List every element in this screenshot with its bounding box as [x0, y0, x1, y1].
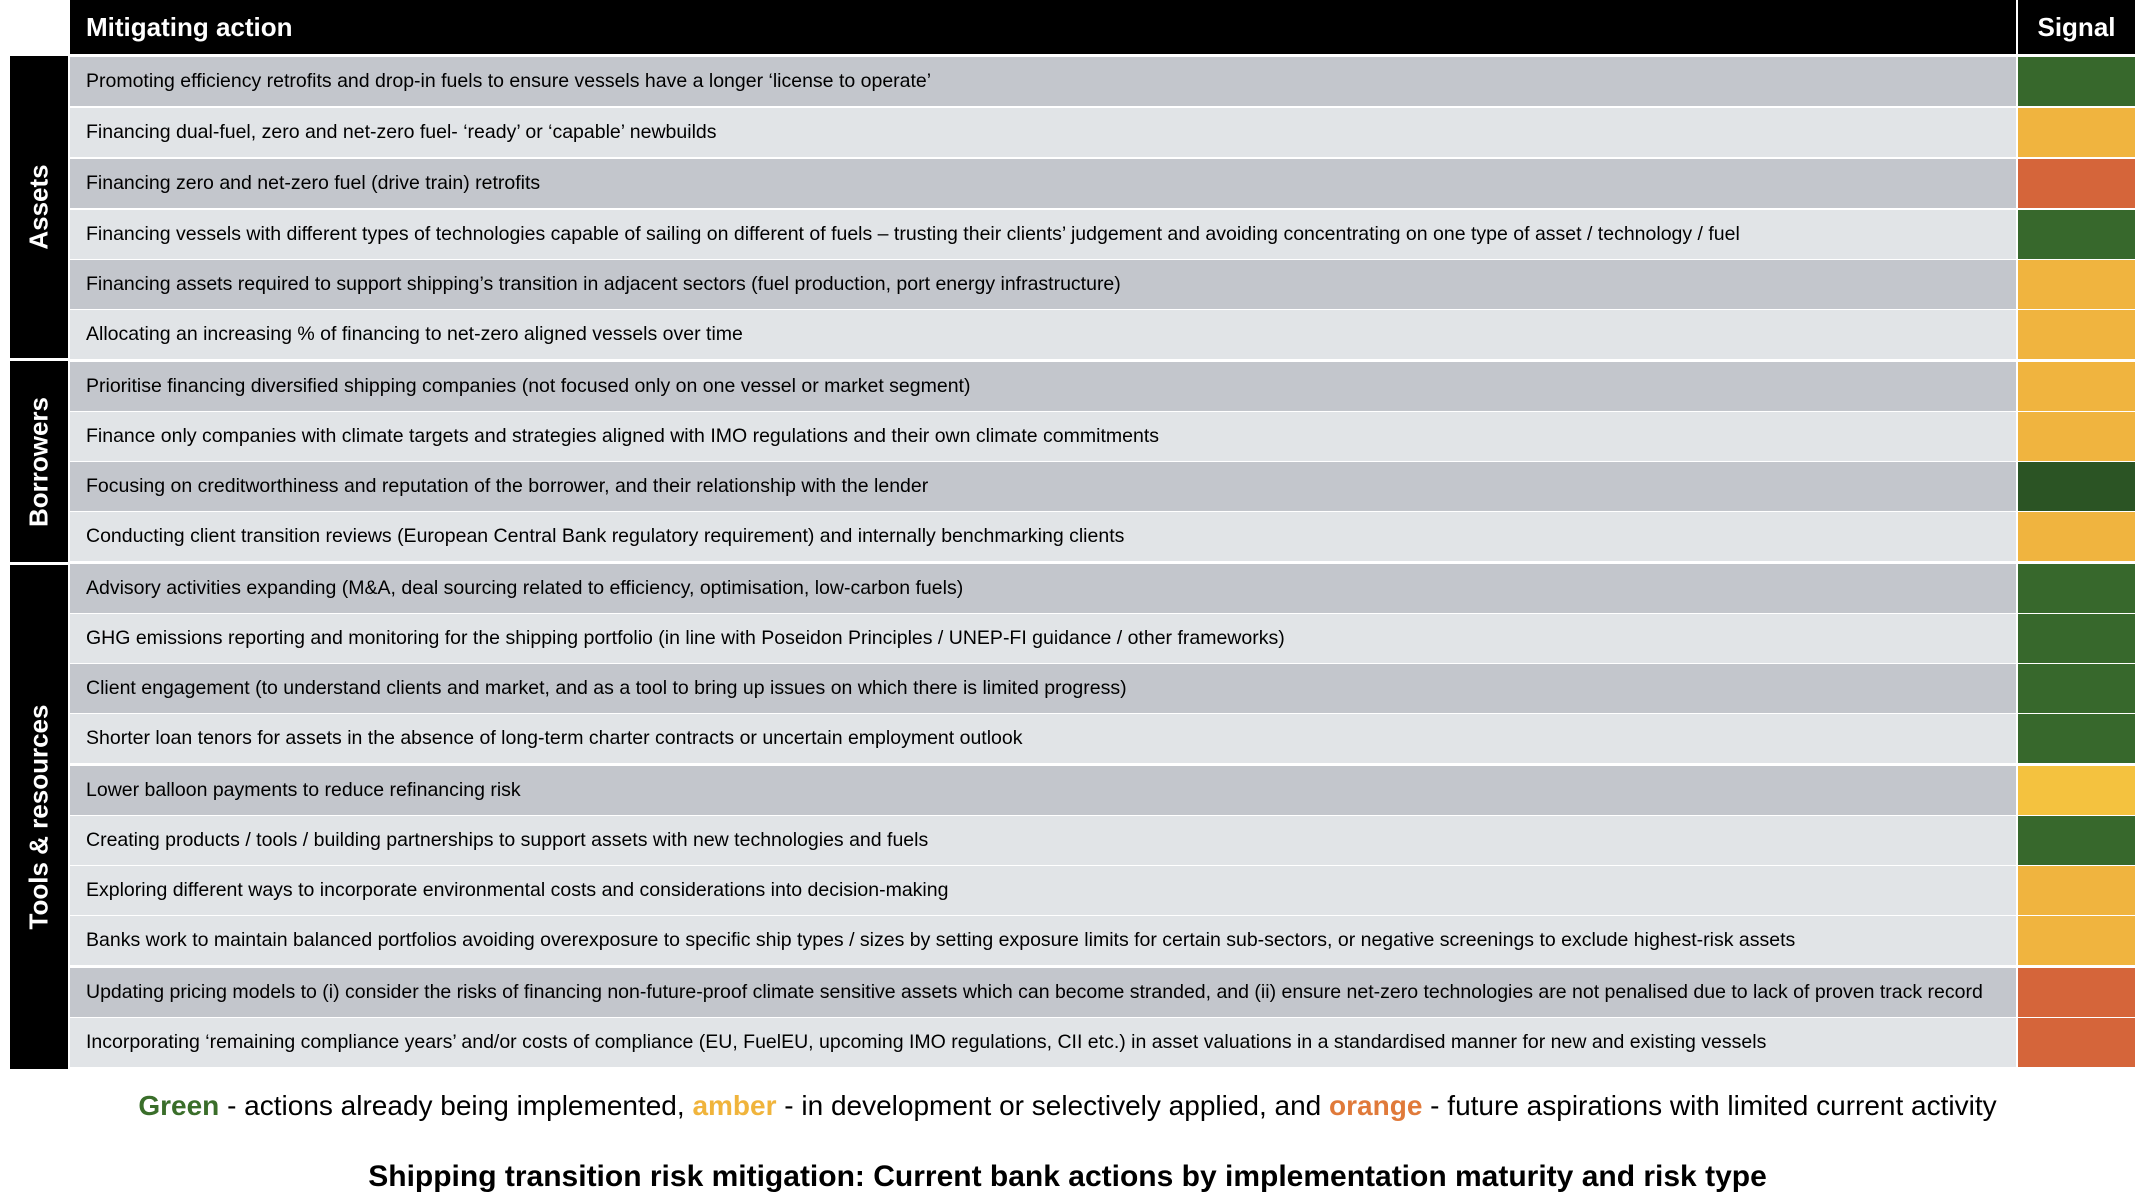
table-row: Prioritise financing diversified shipping companies (not focused only on one vessel or market segment): [70, 362, 2016, 411]
table-row: Allocating an increasing % of financing to net-zero aligned vessels over time: [70, 310, 2016, 359]
table-row: Conducting client transition reviews (European Central Bank regulatory requirement) and internally benchmarking clients: [70, 512, 2016, 561]
legend-green: Green: [138, 1090, 220, 1121]
table-row: Incorporating ‘remaining compliance years’ and/or costs of compliance (EU, FuelEU, upcoming IMO regulations, CII etc.) in asset valuations in a standardised manner for new and existing vessels: [70, 1018, 2016, 1067]
signal-cell: [2018, 412, 2135, 461]
signal-cell: [2018, 564, 2135, 613]
group-label: Assets: [23, 164, 54, 250]
signal-cell: [2018, 766, 2135, 815]
header-signal: Signal: [2018, 0, 2135, 54]
table-row: Advisory activities expanding (M&A, deal sourcing related to efficiency, optimisation, low-carbon fuels): [70, 564, 2016, 613]
signal-cell: [2018, 664, 2135, 713]
table-row: Financing dual-fuel, zero and net-zero fuel- ‘ready’ or ‘capable’ newbuilds: [70, 108, 2016, 157]
signal-cell: [2018, 108, 2135, 157]
group-assets: [10, 56, 68, 358]
table-row: Financing assets required to support shipping’s transition in adjacent sectors (fuel production, port energy infrastructure): [70, 260, 2016, 309]
group-label: Borrowers: [23, 396, 54, 527]
table-row: Finance only companies with climate targets and strategies aligned with IMO regulations and their own climate commitments: [70, 412, 2016, 461]
signal-cell: [2018, 916, 2135, 965]
table-row: Creating products / tools / building partnerships to support assets with new technologies and fuels: [70, 816, 2016, 865]
table-row: Promoting efficiency retrofits and drop-in fuels to ensure vessels have a longer ‘license to operate’: [70, 57, 2016, 106]
legend-text: - actions already being implemented,: [219, 1090, 693, 1121]
signal-cell: [2018, 260, 2135, 309]
table-row: Updating pricing models to (i) consider the risks of financing non-future-proof climate sensitive assets which can become stranded, and (ii) ensure net-zero technologies are not penalised due to lack of proven track record: [70, 968, 2016, 1017]
signal-cell: [2018, 362, 2135, 411]
legend-amber: amber: [692, 1090, 777, 1121]
table-row: Exploring different ways to incorporate environmental costs and considerations into decision-making: [70, 866, 2016, 915]
table-row: Lower balloon payments to reduce refinancing risk: [70, 766, 2016, 815]
signal-cell: [2018, 159, 2135, 208]
group-label: Tools & resources: [23, 704, 54, 930]
group-tools-resources: [10, 565, 68, 1069]
signal-cell: [2018, 614, 2135, 663]
signal-cell: [2018, 210, 2135, 259]
table-row: Shorter loan tenors for assets in the absence of long-term charter contracts or uncertain employment outlook: [70, 714, 2016, 763]
signal-cell: [2018, 57, 2135, 106]
signal-cell: [2018, 816, 2135, 865]
header-mitigating-action: Mitigating action: [70, 0, 2016, 54]
table-row: Client engagement (to understand clients and market, and as a tool to bring up issues on which there is limited progress): [70, 664, 2016, 713]
table-row: Focusing on creditworthiness and reputation of the borrower, and their relationship with the lender: [70, 462, 2016, 511]
group-borrowers: [10, 361, 68, 562]
table-row: GHG emissions reporting and monitoring for the shipping portfolio (in line with Poseidon Principles / UNEP-FI guidance / other frameworks): [70, 614, 2016, 663]
table-row: Financing zero and net-zero fuel (drive train) retrofits: [70, 159, 2016, 208]
legend-text: - future aspirations with limited current activity: [1422, 1090, 1997, 1121]
signal-cell: [2018, 1018, 2135, 1067]
legend-text: - in development or selectively applied, and: [776, 1090, 1330, 1121]
signal-cell: [2018, 512, 2135, 561]
legend-orange: orange: [1329, 1090, 1423, 1121]
signal-cell: [2018, 310, 2135, 359]
signal-cell: [2018, 968, 2135, 1017]
signal-cell: [2018, 462, 2135, 511]
legend: [0, 1090, 2135, 1122]
figure-caption: Shipping transition risk mitigation: Current bank actions by implementation maturity and risk type: [368, 1160, 1767, 1193]
table-row: Financing vessels with different types of technologies capable of sailing on different of fuels – trusting their clients’ judgement and avoiding concentrating on one type of asset / technology / fuel: [70, 210, 2016, 259]
table-row: Banks work to maintain balanced portfolios avoiding overexposure to specific ship types / sizes by setting exposure limits for certain sub-sectors, or negative screenings to exclude highest-risk assets: [70, 916, 2016, 965]
signal-cell: [2018, 866, 2135, 915]
signal-cell: [2018, 714, 2135, 763]
